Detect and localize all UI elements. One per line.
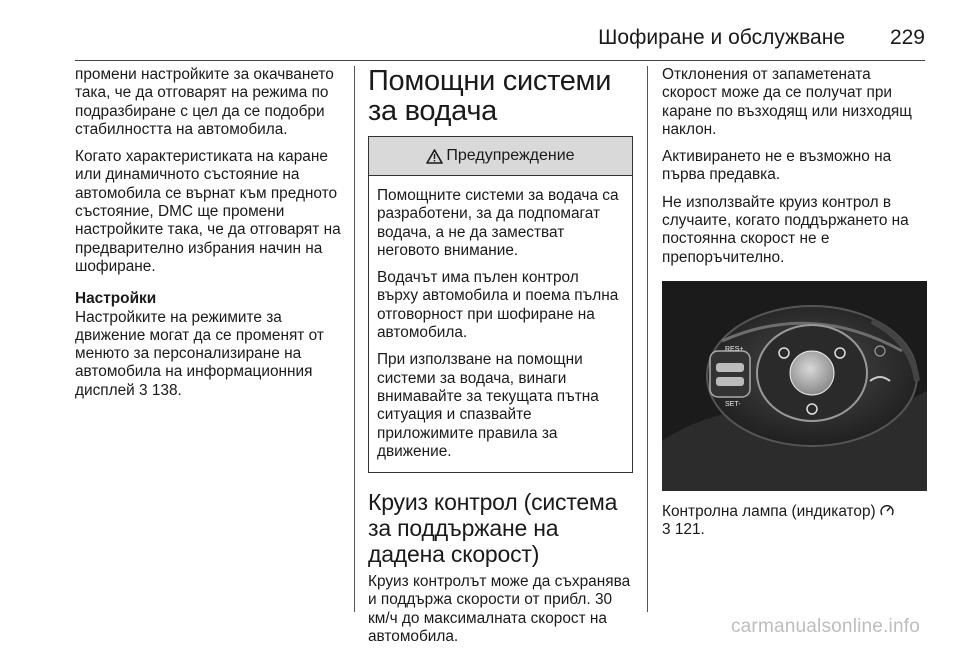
caption-text: Контролна лампа (индикатор) (662, 502, 876, 520)
warning-paragraph: Водачът има пълен контрол върху автомобила и поема пълна отговорност при шофиране на автомобила. (377, 269, 619, 342)
paragraph: Не използвайте круиз контрол в случаите, когато поддържането на постоянна скорост не е препоръчително. (662, 193, 909, 266)
subheading-settings: Настройки (75, 290, 157, 308)
paragraph: промени настройките за окачването така, че да отговарят на режима по подразбиране с цел да се подобри стабилността на автомобила. (75, 66, 334, 138)
subsection-heading: Круиз контрол (система за поддържане на дадена скорост) (368, 489, 618, 568)
column-left (75, 66, 347, 409)
warning-paragraph: При използване на помощни системи за водача, винаги внимавайте за текущата пътна ситуация и спазвайте приложимите правила за движение. (377, 351, 599, 460)
figure-caption (662, 503, 927, 540)
section-heading: Помощни системи за водача (368, 65, 612, 127)
warning-paragraph: Помощните системи за водача са разработени, за да подпомагат водача, а не да заместват неговото внимание. (377, 187, 619, 259)
steering-wheel-controls-photo (662, 281, 927, 491)
paragraph: Когато характеристиката на каране или динамичното състояние на автомобила се върнат към предното състояние, DMC ще промени настройките така, че да отговарят на предварително избрания начин на шофиране. (75, 148, 341, 275)
res-label: RES+ (725, 345, 744, 353)
set-label: SET- (725, 400, 741, 408)
warning-header (369, 137, 632, 176)
page-number: 229 (889, 26, 925, 49)
column-middle (368, 66, 633, 655)
page-reference-link[interactable] (139, 382, 182, 400)
cruise-control-indicator-icon (880, 504, 894, 517)
reference-arrow-icon: 3 (139, 381, 148, 399)
reference-page: 121. (674, 521, 705, 539)
column-divider (647, 66, 648, 612)
steering-wheel-illustration (662, 281, 927, 491)
paragraph: Активирането не е възможно на първа предавка. (662, 148, 892, 184)
section-title: Шофиране и обслужване (598, 26, 845, 49)
column-divider (354, 66, 355, 612)
reference-page: 138. (151, 381, 182, 399)
watermark-text: carmanualsonline.info (730, 616, 920, 637)
warning-title: Предупреждение (446, 147, 575, 164)
warning-box (368, 136, 633, 473)
reference-arrow-icon: 3 (662, 521, 671, 539)
warning-body (369, 176, 632, 472)
paragraph-text: Настройките на режимите за движение могат да се променят от менюто за персонализиране на автомобила на информационния дисплей (75, 308, 324, 399)
paragraph: Круиз контролът може да съхранява и поддържа скорости от прибл. 30 км/ч до максималната скорост на автомобила. (368, 573, 631, 646)
warning-triangle-icon (426, 149, 443, 164)
page-header (75, 24, 925, 61)
paragraph (75, 309, 347, 400)
page-reference-link[interactable] (662, 521, 705, 539)
paragraph: Отклонения от запаметената скорост може да се получат при каране по възходящ или низходящ наклон. (662, 66, 912, 138)
column-right (662, 66, 927, 549)
